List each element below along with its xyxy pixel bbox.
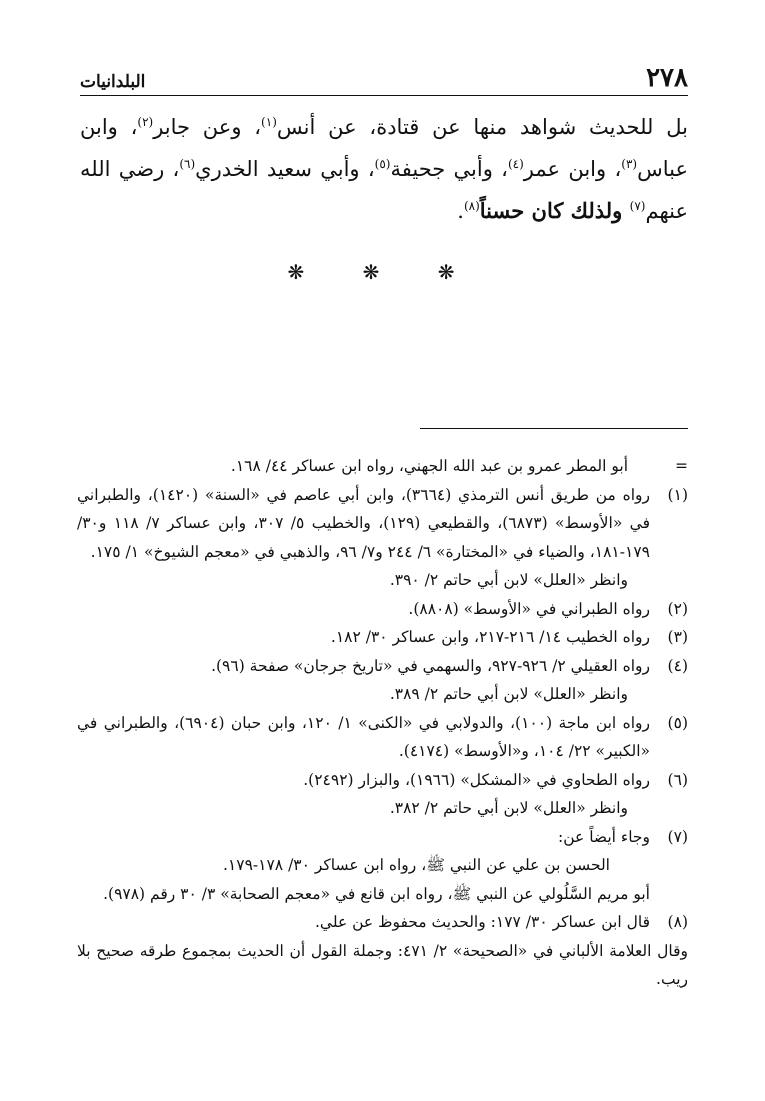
footnote-text: قال ابن عساكر ٣٠/ ١٧٧: والحديث محفوظ عن علي. xyxy=(314,913,650,931)
footnote-1 xyxy=(77,481,688,595)
footnote-rule xyxy=(420,428,688,429)
footnote-marker: (١) xyxy=(667,485,688,504)
footnote-text: رواه الطحاوي في «المشكل» (١٩٦٦)، والبزار (٢٤٩٢). xyxy=(303,770,650,789)
page-number: ٢٧٨ xyxy=(646,63,688,93)
running-head xyxy=(80,62,688,96)
footnote-ref[interactable]: (٨) xyxy=(463,199,480,213)
footnote-ref[interactable]: (٤) xyxy=(507,157,524,171)
footnote-ref[interactable]: (٦) xyxy=(179,157,196,171)
footnote-4 xyxy=(77,652,688,709)
footnote-6 xyxy=(77,766,688,823)
footnote-marker: (٣) xyxy=(667,628,688,646)
footnote-note: وانظر «العلل» لابن أبي حاتم ٢/ ٣٩٠. xyxy=(389,571,628,589)
footnote-8 xyxy=(77,908,688,994)
footnote-text: أبو المطر عمرو بن عبد الله الجهني، رواه ابن عساكر ٤٤/ ١٦٨. xyxy=(230,457,628,475)
footnote-2 xyxy=(77,595,688,624)
footnote-ref[interactable]: (٢) xyxy=(137,115,154,129)
main-paragraph xyxy=(80,106,688,232)
main-text-part: ، وابن عمر xyxy=(523,157,622,181)
footnote-item: أبو مريم السَّلُولي عن النبي ﷺ، رواه ابن قانع في «معجم الصحابة» ٣/ ٣٠ رقم (٩٧٨). xyxy=(103,884,650,903)
footnote-item: الحسن بن علي عن النبي ﷺ، رواه ابن عساكر ٣٠/ ١٧٨-١٧٩. xyxy=(222,856,610,874)
footnote-marker: (٨) xyxy=(667,913,688,931)
footnote-text: رواه الطبراني في «الأوسط» (٨٨٠٨). xyxy=(408,599,650,618)
footnote-marker: (٥) xyxy=(667,713,688,732)
footnotes xyxy=(77,452,688,994)
main-text-bold: ولذلك كان حسناً xyxy=(479,198,630,223)
footnote-note: وقال العلامة الألباني في «الصحيحة» ٢/ ٤٧١: وجملة القول أن الحديث بمجموع طرقه صحيح بلا ريب. xyxy=(77,941,688,988)
footnote-text: رواه العقيلي ٢/ ٩٢٦-٩٢٧، والسهمي في «تاريخ جرجان» صفحة (٩٦). xyxy=(211,656,650,675)
footnote-text: وجاء أيضاً عن: xyxy=(558,827,650,846)
main-text-part: ، وأبي سعيد الخدري xyxy=(195,157,375,181)
footnote-marker: = xyxy=(675,457,688,475)
footnote-text: رواه الخطيب ١٤/ ٢١٦-٢١٧، وابن عساكر ٣٠/ ١٨٢. xyxy=(330,628,650,646)
footnote-ref[interactable]: (٧) xyxy=(629,199,646,213)
footnote-marker: (٢) xyxy=(667,599,688,618)
main-text-part: ، وابن عباس xyxy=(80,115,688,181)
footnote-continuation xyxy=(77,452,688,481)
footnote-ref[interactable]: (١) xyxy=(261,115,277,129)
footnote-text: رواه ابن ماجة (١٠٠)، والدولابي في «الكنى» ١/ ١٢٠، وابن حبان (٦٩٠٤)، والطبراني في «الكبير» ٢٢/ ١٠٤، و«الأوسط» (٤١٧٤). xyxy=(77,713,651,760)
footnote-7 xyxy=(77,823,688,909)
section-separator: ❋ ❋ ❋ xyxy=(287,260,481,284)
footnote-note: وانظر «العلل» لابن أبي حاتم ٢/ ٣٨٢. xyxy=(389,799,628,817)
footnote-marker: (٦) xyxy=(667,770,688,789)
footnote-marker: (٤) xyxy=(667,656,688,675)
main-text-part: ، رضي الله عنهم xyxy=(80,157,688,223)
main-text-part: بل للحديث شواهد منها عن قتادة، عن أنس xyxy=(276,115,688,139)
footnote-marker: (٧) xyxy=(667,827,688,846)
footnote-text: رواه من طريق أنس الترمذي (٣٦٦٤)، وابن أبي عاصم في «السنة» (١٤٢٠)، والطبراني في «الأوسط» (٦٨٧٣)، والقطيعي (١٢٩)، والخطيب ٥/ ٣٠٧، وابن عساكر ٧/ ١١٨ و٣٠/ ١٧٩-١٨١، والضياء في «المختارة» ٦/ ٢٤٤ و٧/ ٩٦، والذهبي في «معجم الشيوخ» ١/ ١٧٥. xyxy=(77,485,651,561)
footnote-ref[interactable]: (٣) xyxy=(621,157,638,171)
main-text-part: ، وعن جابر xyxy=(153,115,262,139)
running-title: البلدانيات xyxy=(80,72,146,92)
footnote-5 xyxy=(77,709,688,766)
main-text-part: ، وأبي جحيفة xyxy=(390,157,508,181)
footnote-3 xyxy=(77,623,688,652)
main-text-end: . xyxy=(457,199,464,223)
footnote-ref[interactable]: (٥) xyxy=(374,157,391,171)
footnote-note: وانظر «العلل» لابن أبي حاتم ٢/ ٣٨٩. xyxy=(389,685,628,703)
